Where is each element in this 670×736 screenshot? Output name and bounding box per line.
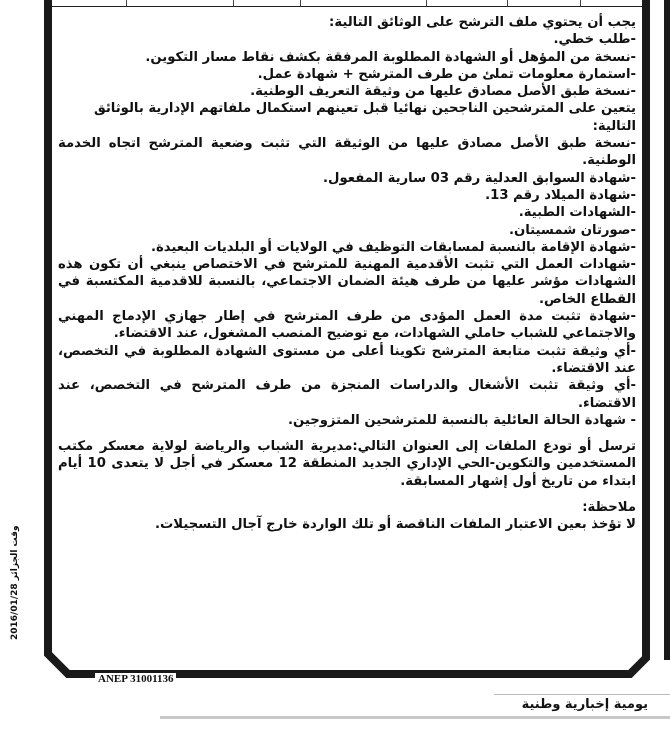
table-divider [580, 0, 581, 6]
table-divider [300, 0, 301, 6]
frame-border-left [44, 0, 52, 655]
top-table-edge [48, 0, 643, 7]
required-doc-item: -نسخة من المؤهل أو الشهادة المطلوبة المرفقة بكشف نقاط مسار التكوين. [145, 49, 636, 65]
note-text: لا تؤخذ بعين الاعتبار الملفات الناقصة أو تلك الواردة خارج آجال التسجيلات. [155, 517, 636, 533]
newspaper-tagline: يومية إخبارية وطنية [521, 697, 648, 712]
required-doc-item: -طلب خطي. [553, 32, 636, 48]
announcement-body [58, 14, 636, 534]
successful-doc-item: -أي وثيقة تثبت الأشغال والدراسات المنجزة من طرف المترشح في التخصص، عند الاقتضاء. [58, 378, 636, 411]
successful-doc-item: -شهادة الميلاد رقم 13. [485, 187, 636, 203]
successful-doc-item: -شهادة السوابق العدلية رقم 03 سارية المفعول. [323, 170, 636, 186]
table-divider [233, 0, 234, 6]
successful-doc-item: -شهادات العمل التي تثبت الأقدمية المهنية للمترشح في الاختصاص ينبغي أن تكون هذه الشهادات مؤشر عليها من طرف هيئة الضمان الاجتماعي، بالنسبة للاقدمية المكتسبة في القطاع الخاص. [58, 257, 636, 307]
table-divider [507, 0, 508, 6]
successful-docs-intro: يتعين على المترشحين الناجحين نهائيا قبل تعينهم استكمال ملفاتهم الإدارية بالوثائق التالية: [93, 101, 636, 134]
adjacent-column-border [664, 0, 670, 660]
side-date-label: 2016/01/28 وقت الجزائر [10, 525, 20, 640]
footer-rule [160, 716, 670, 719]
successful-doc-item: -الشهادات الطبية. [518, 205, 636, 221]
frame-border-right [642, 0, 650, 655]
anep-code: ANEP 31001136 [95, 673, 176, 685]
table-divider [126, 0, 127, 6]
footer-divider [494, 694, 670, 695]
required-doc-item: -استمارة معلومات تملئ من طرف المترشح + شهادة عمل. [257, 66, 636, 82]
required-docs-intro: يجب أن يحتوي ملف الترشح على الوثائق التالية: [329, 15, 636, 30]
submission-paragraph: ترسل أو تودع الملفات إلى العنوان التالي:مديرية الشباب والرياضة لولاية معسكر مكتب المستخدمين والتكوين-الحي الإداري الجديد المنطقة 12 معسكر في أجل لا يتعدى 10 أيام ابتداء من تاريخ أول إشهار المسابقة. [58, 439, 636, 489]
successful-doc-item: -نسخة طبق الأصل مصادق عليها من الوثيقة التي تثبت وضعية المترشح اتجاه الخدمة الوطنية. [58, 136, 636, 169]
successful-doc-item: -أي وثيقة تثبت متابعة المترشح تكوينا أعلى من مستوى الشهادة المطلوبة في التخصص، عند الاقتضاء. [58, 343, 636, 376]
note-title: ملاحظة: [582, 500, 636, 516]
required-doc-item: -نسخة طبق الأصل مصادق عليها من وثيقة التعريف الوطنية. [250, 84, 636, 100]
successful-doc-item: -شهادة تثبت مدة العمل المؤدى من طرف المترشح في إطار جهازي الإدماج المهني والاجتماعي للشباب حاملي الشهادات، مع توضيح المنصب المشغول، عند الاقتضاء. [58, 309, 636, 342]
successful-doc-item: -شهادة الإقامة بالنسبة لمسابقات التوظيف في الولايات أو البلديات البعيدة. [150, 239, 636, 255]
successful-doc-item: -صورتان شمسيتان. [508, 222, 636, 238]
successful-doc-item: - شهادة الحالة العائلية بالنسبة للمترشحين المتزوجين. [287, 412, 636, 428]
table-divider [426, 0, 427, 6]
